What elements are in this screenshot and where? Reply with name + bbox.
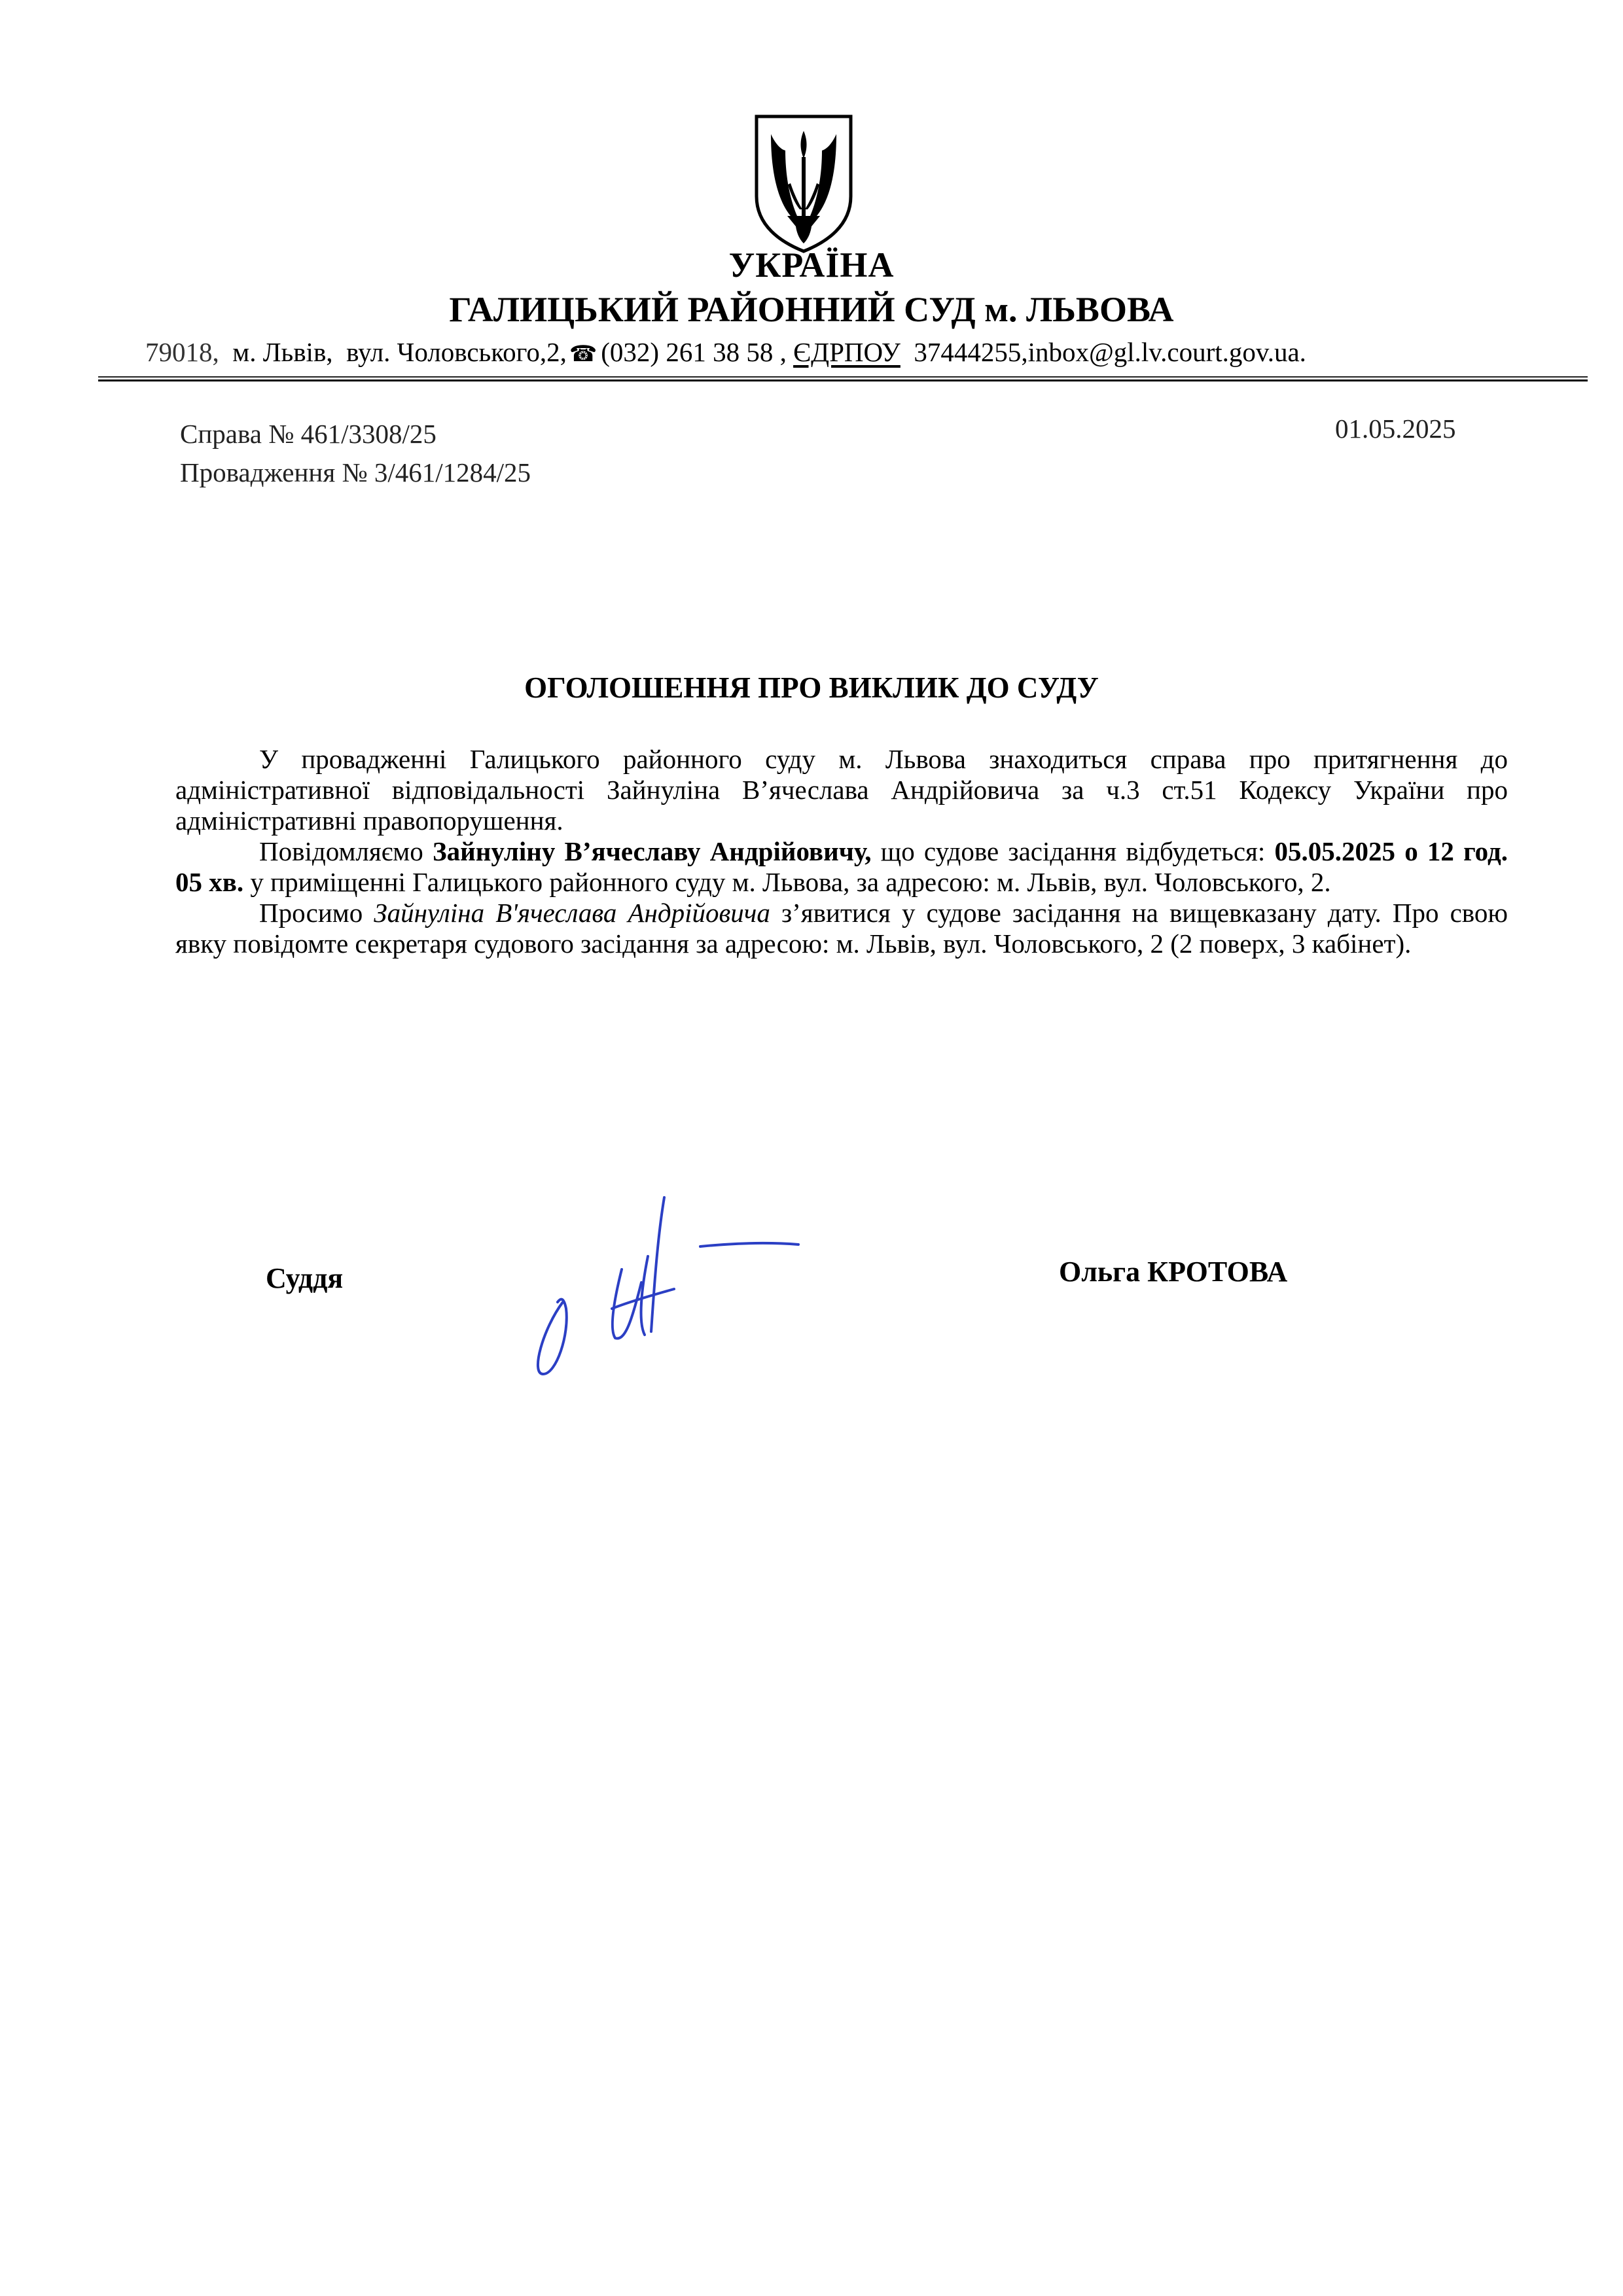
court-name-heading: ГАЛИЦЬКИЙ РАЙОННИЙ СУД м. ЛЬВОВА: [449, 290, 1174, 329]
defendant-name-italic: Зайнуліна В'ячеслава Андрійовича: [374, 898, 770, 928]
paragraph-appearance-request: Просимо Зайнуліна В'ячеслава Андрійовича з’явитися у судове засідання на вищевказану дату. Про свою явку повідомте секретаря судового засідання за адресою: м. Львів, вул. Чоловського, 2 (2 поверх, 3 кабінет).: [175, 898, 1508, 959]
case-number: Справа № 461/3308/25: [180, 419, 437, 449]
document-date: 01.05.2025: [1335, 414, 1456, 444]
signatory-role: Суддя: [266, 1262, 344, 1294]
phone-number: (032) 261 38 58 ,: [601, 337, 787, 367]
proceeding-number: Провадження № 3/461/1284/25: [180, 457, 531, 487]
zip-code: 79018,: [145, 337, 219, 367]
header-divider-thick: [98, 380, 1588, 381]
paragraph-hearing-notice: Повідомляємо Зайнуліну В’ячеславу Андрійовичу, що судове засідання відбудеться: 05.05.2025 о 12 год. 05 хв. у приміщенні Галицького районного суду м. Львова, за адресою: м. Львів, вул. Чоловського, 2.: [175, 836, 1508, 897]
country-heading: УКРАЇНА: [728, 245, 895, 285]
document-title: ОГОЛОШЕННЯ ПРО ВИКЛИК ДО СУДУ: [524, 671, 1099, 704]
defendant-name-bold: Зайнуліну В’ячеславу Андрійовичу,: [432, 836, 872, 866]
city: м. Львів,: [232, 337, 333, 367]
handwritten-signature: [517, 1184, 844, 1381]
edrpou-label: ЄДРПОУ: [793, 337, 901, 367]
paragraph-case-info: У провадженні Галицького районного суду м. Львова знаходиться справа про притягнення до адміністративної відповідальності Зайнуліна В’ячеслава Андрійовича за ч.3 ст.51 Кодексу України про адміністративні правопорушення.: [175, 744, 1508, 836]
trident-coat-of-arms-icon: [751, 111, 856, 255]
header-divider-thin: [98, 376, 1588, 378]
court-contacts-line: [145, 336, 1598, 370]
email-address: inbox@gl.lv.court.gov.ua.: [1027, 337, 1306, 367]
street-address: вул. Чоловського,2,: [346, 337, 567, 367]
signatory-name: Ольга КРОТОВА: [1059, 1256, 1288, 1288]
document-body: [175, 744, 1508, 959]
edrpou-code: 37444255,: [914, 337, 1028, 367]
hearing-datetime: 05.05.2025 о 12 год. 05 хв.: [175, 836, 1508, 897]
phone-icon: ☎: [569, 341, 597, 367]
